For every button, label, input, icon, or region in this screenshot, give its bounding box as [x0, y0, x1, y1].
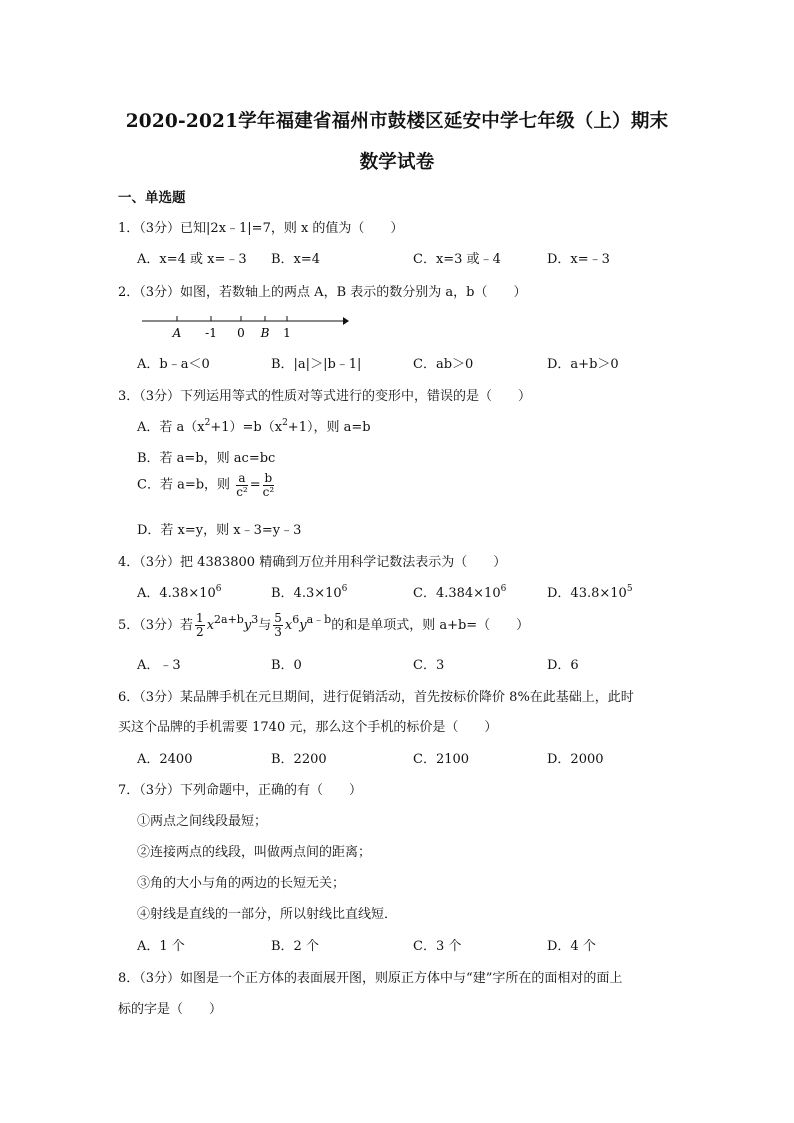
q2-option-a: A．b﹣a＜0: [137, 357, 210, 372]
q3-c-equals: =: [249, 477, 261, 493]
exam-title-line1: 2020-2021学年福建省福州市鼓楼区延安中学七年级（上）期末: [125, 111, 669, 132]
q3-c-fraction-a: $\frac{a}{\text{c²}}$: [236, 471, 248, 499]
question-7-stem: 7．（3分）下列命题中，正确的有（ ）: [118, 783, 363, 798]
q3-option-d: D．若 x=y，则 x﹣3=y﹣3: [137, 523, 302, 538]
question-8-stem-line2: 标的字是（ ）: [118, 1002, 223, 1017]
q4-option-b: B．$4.3\times 10^6$: [271, 584, 348, 601]
label-1: 1: [283, 326, 291, 340]
q1-option-a: A．x=4 或 x=﹣3: [137, 252, 247, 267]
q6-option-c: C．2100: [413, 752, 470, 767]
q3-a-part3: +1），则 a=b: [287, 420, 371, 435]
question-6-stem-line2: 买这个品牌的手机需要 1740 元，那么这个手机的标价是（ ）: [118, 720, 498, 735]
q7-statement-4: ④射线是直线的一部分，所以射线比直线短．: [137, 907, 398, 922]
q6-option-d: D．2000: [547, 752, 604, 767]
q3-a-sup1: 2: [204, 418, 211, 428]
q7-statement-1: ①两点之间线段最短；: [137, 814, 268, 829]
q3-c-text: C．若 a=b，则: [137, 477, 231, 493]
number-line-figure: [137, 312, 357, 342]
label-neg1: -1: [205, 326, 217, 340]
q2-option-c: C．ab＞0: [413, 357, 474, 372]
q5-fraction-1: $\frac{1}{2}$: [196, 611, 204, 639]
q2-option-b: B．|a|＞|b﹣1|: [271, 357, 362, 372]
q3-option-a: [137, 416, 371, 435]
q2-option-d: D．a+b＞0: [547, 357, 619, 372]
q7-option-b: B．2 个: [271, 939, 319, 954]
q7-option-c: C．3 个: [413, 939, 462, 954]
q5-option-d: D．6: [547, 658, 579, 673]
label-0: 0: [237, 326, 245, 340]
q1-option-b: B．x=4: [271, 252, 321, 267]
q1-option-d: D．x=﹣3: [547, 252, 610, 267]
exam-title-line2: 数学试卷: [359, 152, 435, 173]
q4-option-c: C．$4.384\times 10^6$: [413, 584, 507, 601]
q7-option-d: D．4 个: [547, 939, 596, 954]
q4-option-d: D．$43.8\times 10^5$: [547, 584, 633, 601]
q3-a-part2: +1）=b（x: [210, 420, 283, 435]
q3-option-c: [137, 472, 276, 498]
q3-option-b: B．若 a=b，则 ac=bc: [137, 451, 276, 466]
q6-option-b: B．2200: [271, 752, 327, 767]
question-8-stem-line1: 8．（3分）如图是一个正方体的表面展开图，则原正方体中与“建”字所在的面相对的面上: [118, 971, 623, 986]
q5-fraction-2: $\frac{5}{3}$: [274, 611, 282, 639]
q5-option-b: B．0: [271, 658, 302, 673]
label-a: A: [172, 326, 182, 340]
number-line-arrow: [343, 317, 349, 325]
q3-a-sup2: 2: [282, 418, 288, 428]
q7-statement-3: ③角的大小与角的两边的长短无关；: [137, 876, 346, 891]
question-6-stem-line1: 6．（3分）某品牌手机在元旦期间，进行促销活动，首先按标价降价 8%在此基础上，此时: [118, 690, 634, 705]
q6-option-a: A．2400: [137, 752, 193, 767]
section-heading: 一、单选题: [118, 190, 186, 206]
q3-a-part1: A．若 a（x: [137, 420, 205, 435]
q3-c-fraction-b: $\frac{b}{\text{c²}}$: [262, 471, 275, 499]
question-5-stem: 5．（3分）若 $\frac{1}{2}$ $x^{2a+b}y^3$与 $\frac{5}{3}$ $x^6y^{a﹣b}$的和是单项式，则 a+b=（ ）: [118, 611, 530, 639]
q5-option-a: A．﹣3: [137, 658, 181, 673]
q7-option-a: A．1 个: [137, 939, 185, 954]
q7-statement-2: ②连接两点的线段，叫做两点间的距离；: [137, 845, 372, 860]
q4-option-a: A．$4.38\times 10^6$: [137, 584, 222, 601]
question-2-stem: 2．（3分）如图，若数轴上的两点 A，B 表示的数分别为 a，b（ ）: [118, 285, 527, 300]
question-3-stem: 3．（3分）下列运用等式的性质对等式进行的变形中，错误的是（ ）: [118, 389, 532, 404]
question-1-stem: 1．（3分）已知|2x﹣1|=7，则 x 的值为（ ）: [118, 221, 404, 236]
question-4-stem: 4．（3分）把 4383800 精确到万位并用科学记数法表示为（ ）: [118, 555, 507, 570]
q1-option-c: C．x=3 或﹣4: [413, 252, 501, 267]
label-b: B: [260, 326, 270, 340]
q5-option-c: C．3: [413, 658, 445, 673]
